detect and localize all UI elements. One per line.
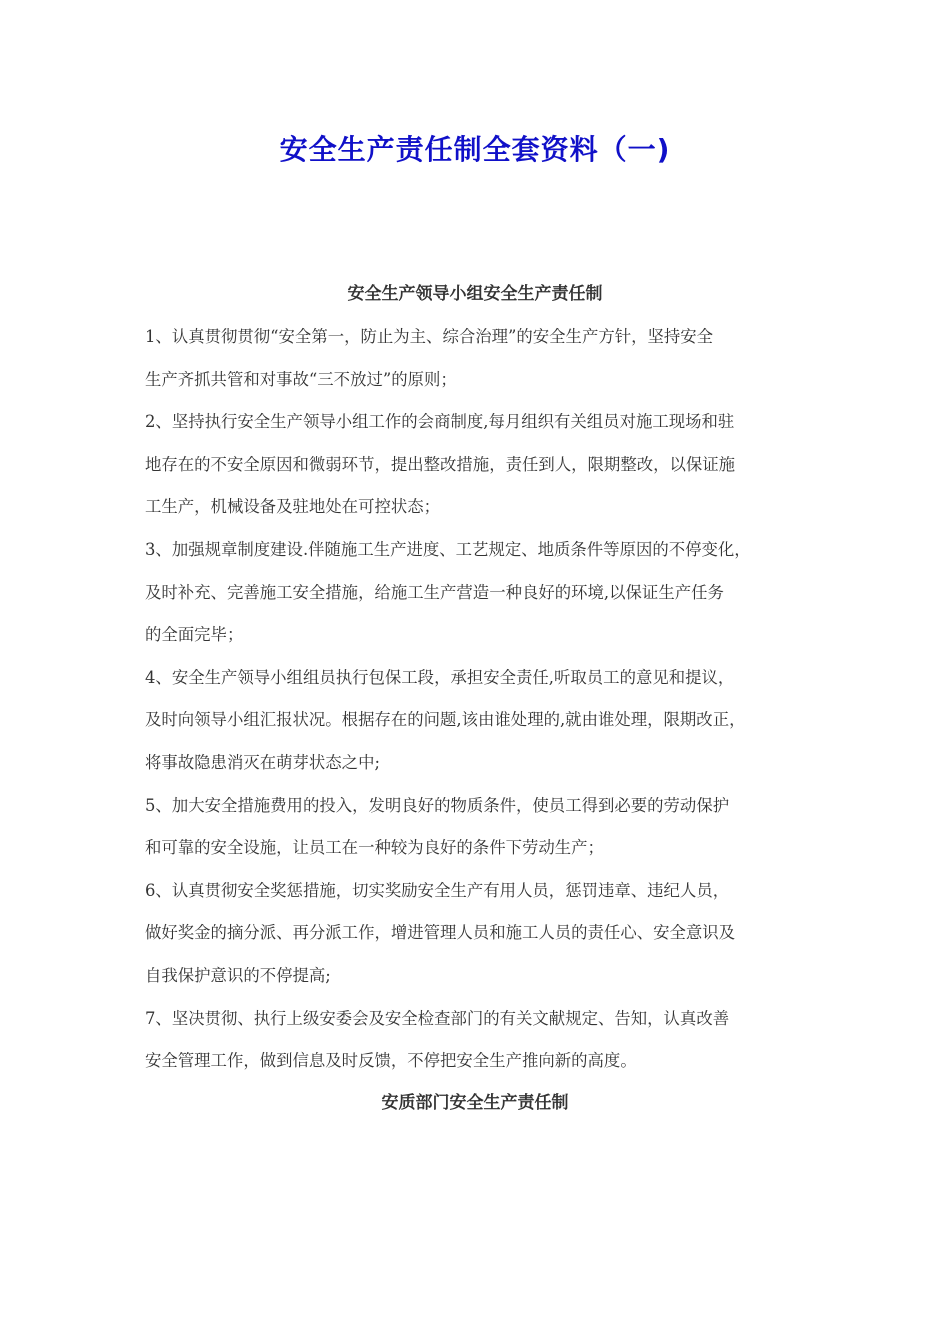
clause-line: 及时补充、完善施工安全措施，给施工生产营造一种良好的环境,以保证生产任务 <box>145 582 724 602</box>
document-title: 安全生产责任制全套资料（一) <box>279 133 671 166</box>
clause-line: 的全面完毕； <box>145 625 244 645</box>
clause-line: 工生产，机械设备及驻地处在可控状态； <box>145 497 441 517</box>
clause-4 <box>145 657 815 785</box>
clause-5 <box>145 785 815 870</box>
clause-line: 2、坚持执行安全生产领导小组工作的会商制度,每月组织有关组员对施工现场和驻 <box>145 412 735 432</box>
section-heading-safety-quality-dept: 安质部门安全生产责任制 <box>381 1093 569 1113</box>
clause-line: 7、坚决贯彻、执行上级安委会及安全检查部门的有关文献规定、告知，认真改善 <box>145 1008 730 1028</box>
clause-3 <box>145 529 815 657</box>
clause-line: 和可靠的安全设施，让员工在一种较为良好的条件下劳动生产； <box>145 838 604 858</box>
clause-line: 及时向领导小组汇报状况。根据存在的问题,该由谁处理的,就由谁处理，限期改正， <box>145 710 746 730</box>
clause-line: 自我保护意识的不停提高; <box>145 965 331 985</box>
clause-list <box>145 316 815 1083</box>
clause-line: 6、认真贯彻安全奖惩措施，切实奖励安全生产有用人员，惩罚违章、违纪人员， <box>145 880 730 900</box>
clause-line: 生产齐抓共管和对事故“三不放过”的原则； <box>145 369 457 389</box>
clause-line: 将事故隐患消灭在萌芽状态之中; <box>145 752 380 772</box>
clause-7 <box>145 998 815 1083</box>
clause-6 <box>145 870 815 998</box>
clause-line: 1、认真贯彻贯彻“安全第一，防止为主、综合治理”的安全生产方针，坚持安全 <box>145 327 714 346</box>
clause-2 <box>145 401 815 529</box>
clause-line: 地存在的不安全原因和微弱环节，提出整改措施，责任到人，限期整改，以保证施 <box>145 454 736 474</box>
section-heading-leadership-group: 安全生产领导小组安全生产责任制 <box>347 284 603 304</box>
clause-line: 4、安全生产领导小组组员执行包保工段，承担安全责任,听取员工的意见和提议， <box>145 667 735 687</box>
clause-1 <box>145 316 815 401</box>
clause-line: 安全管理工作，做到信息及时反馈，不停把安全生产推向新的高度。 <box>145 1051 637 1071</box>
clause-line: 做好奖金的摘分派、再分派工作，增进管理人员和施工人员的责任心、安全意识及 <box>145 923 736 943</box>
clause-line: 3、加强规章制度建设.伴随施工生产进度、工艺规定、地质条件等原因的不停变化， <box>145 539 751 559</box>
clause-line: 5、加大安全措施费用的投入，发明良好的物质条件，使员工得到必要的劳动保护 <box>145 795 730 815</box>
